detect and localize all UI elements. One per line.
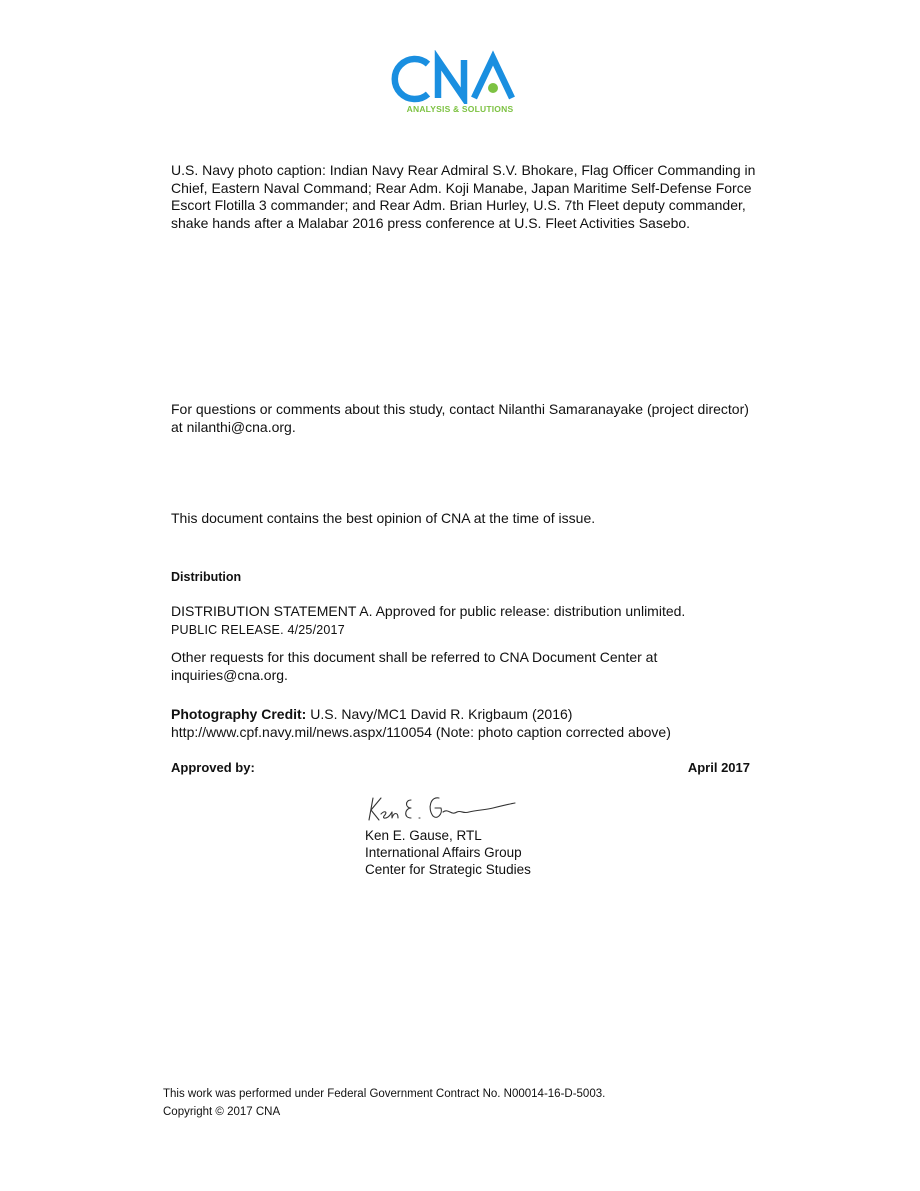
cna-wordmark-graphic	[380, 50, 540, 104]
contract-statement: This work was performed under Federal Government Contract No. N00014-16-D-5003.	[163, 1088, 606, 1100]
distribution-heading: Distribution	[171, 570, 242, 584]
photo-credit	[171, 706, 761, 741]
handwritten-signature	[365, 790, 525, 830]
photo-credit-text: U.S. Navy/MC1 David R. Krigbaum (2016) http://www.cpf.navy.mil/news.aspx/110054 (Note: photo caption corrected above)	[171, 706, 671, 740]
signer-block	[365, 827, 531, 878]
approved-by-label: Approved by:	[171, 760, 255, 775]
photo-caption: U.S. Navy photo caption: Indian Navy Rear Admiral S.V. Bhokare, Flag Officer Commanding in Chief, Eastern Naval Command; Rear Adm. Koji Manabe, Japan Maritime Self-Defense Force Escort Flotilla 3 commander; and Rear Adm. Brian Hurley, U.S. 7th Fleet deputy commander, shake hands after a Malabar 2016 press conference at U.S. Fleet Activities Sasebo.	[171, 162, 756, 231]
other-requests-statement: Other requests for this document shall be referred to CNA Document Center at inquiries@cna.org.	[171, 649, 658, 683]
footer	[163, 1085, 605, 1121]
cna-logo	[380, 50, 540, 120]
signer-group: International Affairs Group	[365, 845, 522, 860]
signer-center: Center for Strategic Studies	[365, 862, 531, 877]
photo-credit-label: Photography Credit:	[171, 706, 307, 722]
signer-name: Ken E. Gause, RTL	[365, 828, 482, 843]
public-release-line: PUBLIC RELEASE. 4/25/2017	[171, 623, 345, 637]
approval-date: April 2017	[687, 760, 750, 775]
logo-tagline: ANALYSIS & SOLUTIONS	[406, 104, 514, 114]
copyright: Copyright © 2017 CNA	[163, 1106, 281, 1118]
signature-image	[365, 790, 525, 830]
distribution-statement: DISTRIBUTION STATEMENT A. Approved for public release: distribution unlimited.	[171, 603, 686, 619]
opinion-statement: This document contains the best opinion of CNA at the time of issue.	[171, 510, 596, 526]
contact-statement: For questions or comments about this study, contact Nilanthi Samaranayake (project director) at nilanthi@cna.org.	[171, 401, 749, 435]
